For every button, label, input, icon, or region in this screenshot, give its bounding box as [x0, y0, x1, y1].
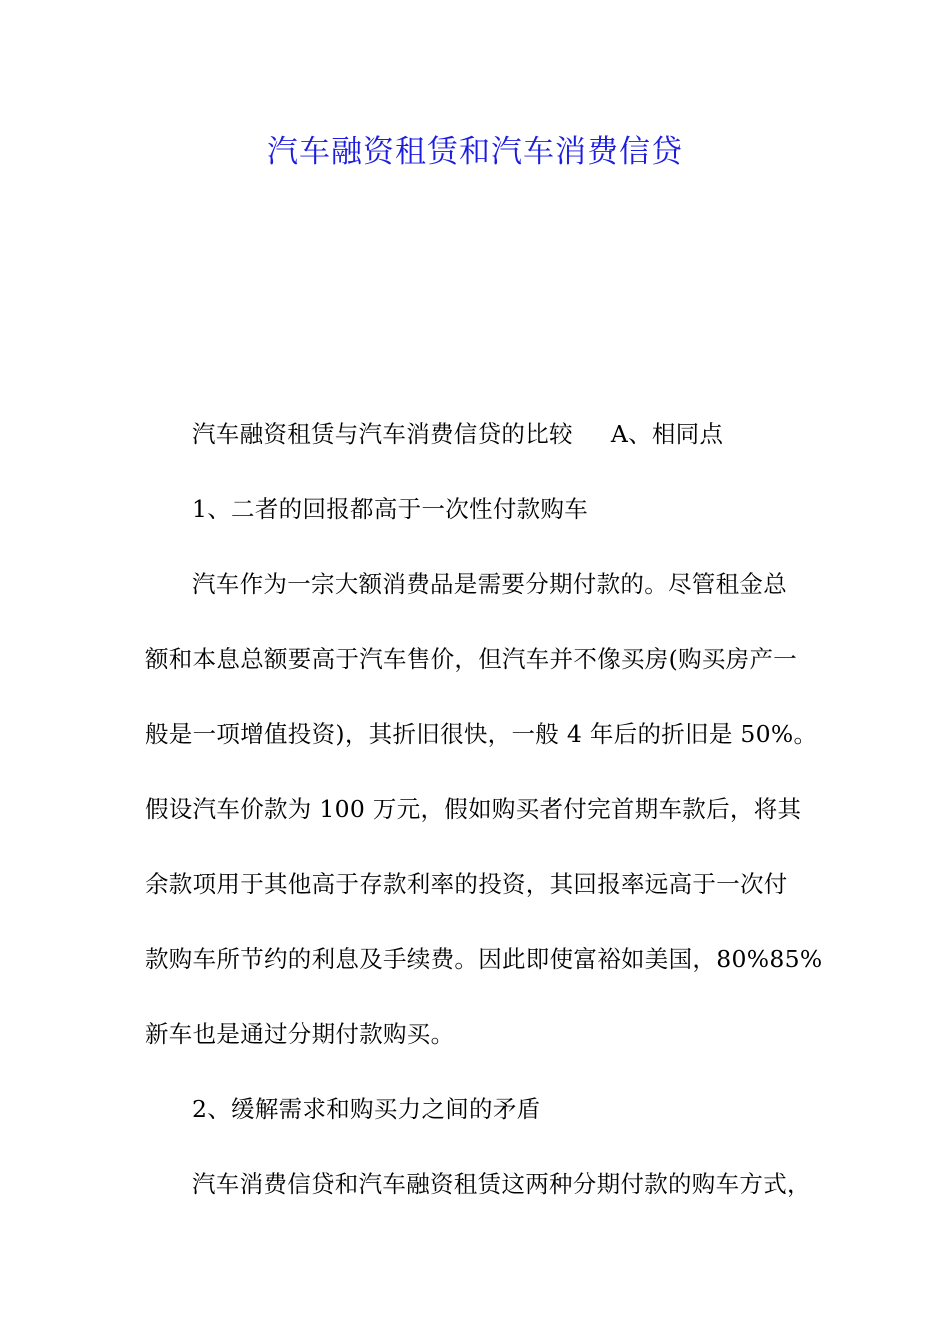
- paragraph-line: 般是一项增值投资)，其折旧很快，一般 4 年后的折旧是 50%。: [145, 720, 818, 748]
- subheading-text: A、相同点: [610, 420, 724, 448]
- paragraph-line: 额和本息总额要高于汽车售价，但汽车并不像买房(购买房产一: [145, 645, 798, 673]
- paragraph-line: 新车也是通过分期付款购买。: [145, 1020, 455, 1048]
- paragraph-line: 1、二者的回报都高于一次性付款购车: [192, 495, 589, 523]
- section-heading-text: 汽车融资租赁与汽车消费信贷的比较: [192, 420, 573, 448]
- paragraph-line: 余款项用于其他高于存款利率的投资，其回报率远高于一次付: [145, 870, 788, 898]
- paragraph-line: 款购车所节约的利息及手续费。因此即使富裕如美国，80%85%: [145, 945, 823, 973]
- paragraph-line: 假设汽车价款为 100 万元，假如购买者付完首期车款后，将其: [145, 795, 802, 823]
- paragraph-line: 汽车消费信贷和汽车融资租赁这两种分期付款的购车方式，: [192, 1170, 811, 1198]
- paragraph-line: [192, 417, 872, 451]
- paragraph-line: 2、缓解需求和购买力之间的矛盾: [192, 1095, 541, 1123]
- paragraph-line: 汽车作为一宗大额消费品是需要分期付款的。尽管租金总: [192, 570, 787, 598]
- document-title: 汽车融资租赁和汽车消费信贷: [267, 134, 683, 170]
